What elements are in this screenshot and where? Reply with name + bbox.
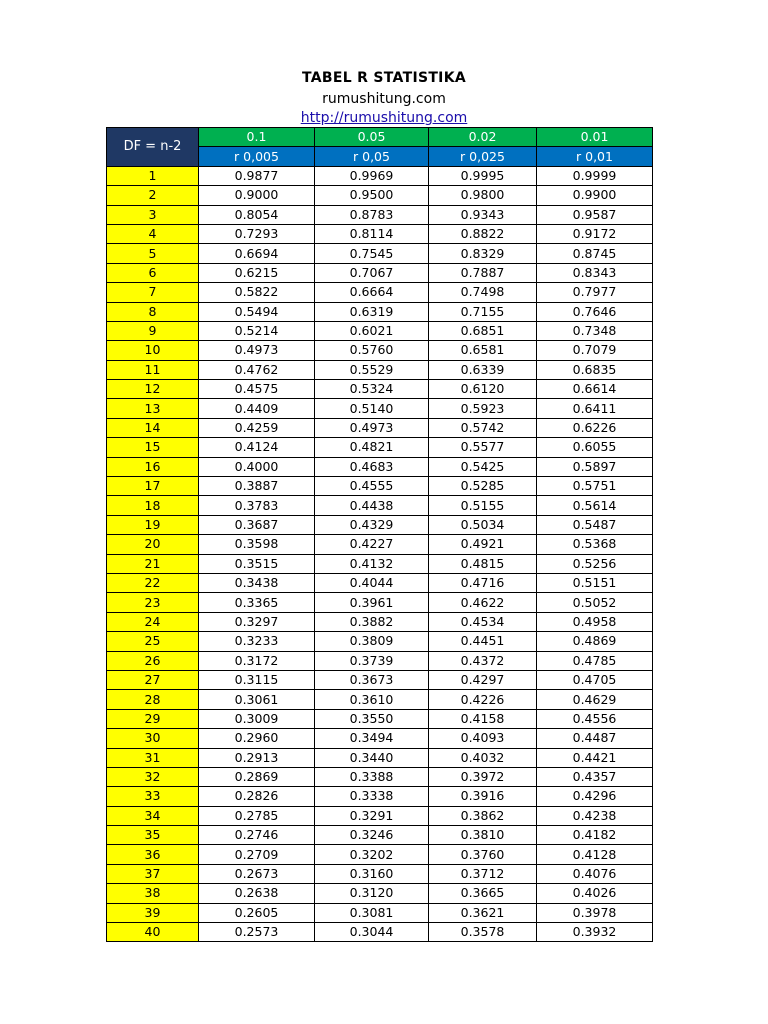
table-row [107,399,653,418]
r-header: r 0,025 [429,147,537,166]
r-value-cell: 0.6226 [537,418,653,437]
r-value-cell: 0.5577 [429,438,537,457]
r-value-cell: 0.3246 [315,826,429,845]
df-cell: 36 [107,845,199,864]
df-cell: 6 [107,263,199,282]
r-value-cell: 0.4451 [429,632,537,651]
r-value-cell: 0.3916 [429,787,537,806]
table-row [107,729,653,748]
table-row [107,651,653,670]
r-value-cell: 0.5214 [199,321,315,340]
r-value-cell: 0.6851 [429,321,537,340]
table-row [107,554,653,573]
df-cell: 19 [107,515,199,534]
r-value-cell: 0.9969 [315,166,429,185]
r-value-cell: 0.8745 [537,244,653,263]
df-cell: 22 [107,573,199,592]
r-value-cell: 0.4487 [537,729,653,748]
r-value-cell: 0.3810 [429,826,537,845]
table-row [107,244,653,263]
r-value-cell: 0.4044 [315,573,429,592]
r-value-cell: 0.4683 [315,457,429,476]
table-row [107,826,653,845]
r-value-cell: 0.3233 [199,632,315,651]
r-value-cell: 0.3061 [199,690,315,709]
df-cell: 29 [107,709,199,728]
r-value-cell: 0.4785 [537,651,653,670]
r-value-cell: 0.4329 [315,515,429,534]
r-value-cell: 0.2573 [199,923,315,942]
r-value-cell: 0.9877 [199,166,315,185]
r-value-cell: 0.2826 [199,787,315,806]
r-value-cell: 0.5822 [199,283,315,302]
r-value-cell: 0.3665 [429,884,537,903]
r-value-cell: 0.5751 [537,477,653,496]
df-cell: 38 [107,884,199,903]
table-row [107,903,653,922]
df-cell: 39 [107,903,199,922]
table-row [107,360,653,379]
alpha-header: 0.05 [315,128,429,147]
r-value-cell: 0.3044 [315,923,429,942]
r-value-cell: 0.7155 [429,302,537,321]
r-value-cell: 0.5285 [429,477,537,496]
df-cell: 9 [107,321,199,340]
r-value-cell: 0.4973 [199,341,315,360]
r-value-cell: 0.6835 [537,360,653,379]
r-value-cell: 0.8783 [315,205,429,224]
r-value-cell: 0.4534 [429,612,537,631]
r-value-cell: 0.3887 [199,477,315,496]
r-value-cell: 0.6694 [199,244,315,263]
table-row [107,923,653,942]
r-value-cell: 0.2785 [199,806,315,825]
r-value-cell: 0.5742 [429,418,537,437]
r-value-cell: 0.5034 [429,515,537,534]
r-value-cell: 0.3297 [199,612,315,631]
table-row [107,612,653,631]
r-value-cell: 0.6120 [429,380,537,399]
df-cell: 14 [107,418,199,437]
r-value-cell: 0.4869 [537,632,653,651]
table-row [107,186,653,205]
r-value-cell: 0.4238 [537,806,653,825]
df-cell: 37 [107,864,199,883]
df-cell: 8 [107,302,199,321]
r-value-cell: 0.4297 [429,670,537,689]
df-cell: 34 [107,806,199,825]
r-value-cell: 0.6055 [537,438,653,457]
table-row [107,457,653,476]
alpha-header-row [107,128,653,147]
r-value-cell: 0.2673 [199,864,315,883]
table-row [107,515,653,534]
r-value-cell: 0.4629 [537,690,653,709]
table-row [107,709,653,728]
r-value-cell: 0.4182 [537,826,653,845]
r-value-cell: 0.5155 [429,496,537,515]
table-row [107,787,653,806]
r-value-cell: 0.9343 [429,205,537,224]
df-cell: 28 [107,690,199,709]
r-value-cell: 0.3673 [315,670,429,689]
r-value-cell: 0.3972 [429,767,537,786]
r-value-cell: 0.4032 [429,748,537,767]
r-value-cell: 0.4226 [429,690,537,709]
alpha-header: 0.01 [537,128,653,147]
r-value-cell: 0.9000 [199,186,315,205]
table-row [107,438,653,457]
r-value-cell: 0.3621 [429,903,537,922]
r-value-cell: 0.6664 [315,283,429,302]
r-value-cell: 0.2605 [199,903,315,922]
r-value-cell: 0.5324 [315,380,429,399]
r-value-cell: 0.4821 [315,438,429,457]
r-value-cell: 0.7977 [537,283,653,302]
r-value-cell: 0.5760 [315,341,429,360]
table-row [107,496,653,515]
df-cell: 33 [107,787,199,806]
r-value-cell: 0.2913 [199,748,315,767]
r-table-body [107,128,653,942]
r-value-cell: 0.3494 [315,729,429,748]
r-header: r 0,05 [315,147,429,166]
r-value-cell: 0.8329 [429,244,537,263]
df-cell: 17 [107,477,199,496]
r-value-cell: 0.3338 [315,787,429,806]
table-row [107,418,653,437]
df-cell: 31 [107,748,199,767]
table-row [107,845,653,864]
df-cell: 1 [107,166,199,185]
table-row [107,341,653,360]
r-value-cell: 0.3515 [199,554,315,573]
r-value-cell: 0.3172 [199,651,315,670]
r-value-cell: 0.3809 [315,632,429,651]
table-row [107,263,653,282]
r-value-cell: 0.4124 [199,438,315,457]
r-value-cell: 0.3160 [315,864,429,883]
r-value-cell: 0.9172 [537,224,653,243]
r-header: r 0,005 [199,147,315,166]
r-value-cell: 0.4575 [199,380,315,399]
table-row [107,690,653,709]
r-value-cell: 0.9900 [537,186,653,205]
df-cell: 27 [107,670,199,689]
site-link[interactable]: http://rumushitung.com [300,110,468,126]
df-cell: 30 [107,729,199,748]
table-row [107,380,653,399]
r-value-cell: 0.4132 [315,554,429,573]
r-value-cell: 0.6614 [537,380,653,399]
r-value-cell: 0.5487 [537,515,653,534]
r-value-cell: 0.3783 [199,496,315,515]
r-value-cell: 0.6339 [429,360,537,379]
site-name: rumushitung.com [322,91,446,107]
r-value-cell: 0.3388 [315,767,429,786]
table-row [107,864,653,883]
r-value-cell: 0.6411 [537,399,653,418]
table-row [107,748,653,767]
r-value-cell: 0.4128 [537,845,653,864]
df-cell: 40 [107,923,199,942]
r-value-cell: 0.6581 [429,341,537,360]
df-cell: 12 [107,380,199,399]
r-value-cell: 0.4093 [429,729,537,748]
r-value-cell: 0.3739 [315,651,429,670]
df-cell: 11 [107,360,199,379]
df-cell: 4 [107,224,199,243]
r-value-cell: 0.7887 [429,263,537,282]
r-value-cell: 0.2960 [199,729,315,748]
r-value-cell: 0.5256 [537,554,653,573]
df-cell: 20 [107,535,199,554]
r-value-cell: 0.4815 [429,554,537,573]
table-row [107,205,653,224]
df-cell: 18 [107,496,199,515]
r-value-cell: 0.4000 [199,457,315,476]
r-value-cell: 0.4259 [199,418,315,437]
r-value-cell: 0.5494 [199,302,315,321]
r-value-cell: 0.2638 [199,884,315,903]
table-row [107,806,653,825]
r-value-cell: 0.2709 [199,845,315,864]
r-value-cell: 0.4026 [537,884,653,903]
r-value-cell: 0.5614 [537,496,653,515]
r-value-cell: 0.7293 [199,224,315,243]
r-value-cell: 0.9800 [429,186,537,205]
r-value-cell: 0.3862 [429,806,537,825]
table-row [107,884,653,903]
r-header: r 0,01 [537,147,653,166]
r-value-cell: 0.4296 [537,787,653,806]
r-value-cell: 0.4555 [315,477,429,496]
df-cell: 23 [107,593,199,612]
r-value-cell: 0.3882 [315,612,429,631]
r-value-cell: 0.9500 [315,186,429,205]
table-row [107,535,653,554]
r-value-cell: 0.4438 [315,496,429,515]
r-value-cell: 0.7545 [315,244,429,263]
r-value-cell: 0.3760 [429,845,537,864]
r-value-cell: 0.3438 [199,573,315,592]
table-row [107,283,653,302]
df-cell: 7 [107,283,199,302]
df-cell: 24 [107,612,199,631]
r-value-cell: 0.9999 [537,166,653,185]
table-row [107,593,653,612]
table-row [107,224,653,243]
r-value-cell: 0.2746 [199,826,315,845]
df-cell: 26 [107,651,199,670]
r-value-cell: 0.7067 [315,263,429,282]
r-value-cell: 0.5052 [537,593,653,612]
table-row [107,632,653,651]
df-cell: 10 [107,341,199,360]
r-value-cell: 0.3291 [315,806,429,825]
table-row [107,670,653,689]
r-table [106,127,653,942]
r-value-cell: 0.4409 [199,399,315,418]
df-cell: 13 [107,399,199,418]
r-value-cell: 0.9587 [537,205,653,224]
table-row [107,767,653,786]
r-value-cell: 0.3202 [315,845,429,864]
r-value-cell: 0.3081 [315,903,429,922]
r-value-cell: 0.6319 [315,302,429,321]
r-value-cell: 0.3115 [199,670,315,689]
alpha-header: 0.02 [429,128,537,147]
r-value-cell: 0.8114 [315,224,429,243]
df-cell: 21 [107,554,199,573]
r-value-cell: 0.8054 [199,205,315,224]
df-cell: 25 [107,632,199,651]
alpha-header: 0.1 [199,128,315,147]
r-value-cell: 0.4921 [429,535,537,554]
r-value-cell: 0.6215 [199,263,315,282]
df-cell: 3 [107,205,199,224]
r-value-cell: 0.5897 [537,457,653,476]
r-value-cell: 0.4372 [429,651,537,670]
page-title: TABEL R STATISTIKA [302,70,466,86]
r-value-cell: 0.4076 [537,864,653,883]
df-cell: 16 [107,457,199,476]
r-value-cell: 0.3978 [537,903,653,922]
df-cell: 32 [107,767,199,786]
r-value-cell: 0.3610 [315,690,429,709]
r-value-cell: 0.5425 [429,457,537,476]
r-value-cell: 0.4705 [537,670,653,689]
r-value-cell: 0.5140 [315,399,429,418]
r-value-cell: 0.4421 [537,748,653,767]
df-cell: 15 [107,438,199,457]
r-value-cell: 0.5368 [537,535,653,554]
r-value-cell: 0.9995 [429,166,537,185]
r-value-cell: 0.8343 [537,263,653,282]
r-value-cell: 0.4622 [429,593,537,612]
r-value-cell: 0.3932 [537,923,653,942]
table-row [107,302,653,321]
table-row [107,321,653,340]
table-row [107,573,653,592]
r-value-cell: 0.6021 [315,321,429,340]
r-value-cell: 0.4227 [315,535,429,554]
r-value-cell: 0.4973 [315,418,429,437]
r-value-cell: 0.7646 [537,302,653,321]
r-value-cell: 0.7079 [537,341,653,360]
r-value-cell: 0.2869 [199,767,315,786]
r-value-cell: 0.5923 [429,399,537,418]
table-row [107,477,653,496]
r-value-cell: 0.3009 [199,709,315,728]
r-value-cell: 0.3712 [429,864,537,883]
r-value-cell: 0.4158 [429,709,537,728]
r-value-cell: 0.7498 [429,283,537,302]
table-row [107,166,653,185]
df-cell: 2 [107,186,199,205]
r-value-cell: 0.3578 [429,923,537,942]
df-header: DF = n-2 [107,128,199,167]
r-value-cell: 0.3365 [199,593,315,612]
r-value-cell: 0.4716 [429,573,537,592]
r-value-cell: 0.4357 [537,767,653,786]
r-value-cell: 0.7348 [537,321,653,340]
r-value-cell: 0.3687 [199,515,315,534]
r-value-cell: 0.4958 [537,612,653,631]
df-cell: 5 [107,244,199,263]
r-value-cell: 0.5529 [315,360,429,379]
r-value-cell: 0.3598 [199,535,315,554]
r-value-cell: 0.3961 [315,593,429,612]
r-value-cell: 0.3440 [315,748,429,767]
r-value-cell: 0.8822 [429,224,537,243]
r-value-cell: 0.5151 [537,573,653,592]
r-value-cell: 0.4762 [199,360,315,379]
r-value-cell: 0.3120 [315,884,429,903]
df-cell: 35 [107,826,199,845]
r-value-cell: 0.3550 [315,709,429,728]
r-value-cell: 0.4556 [537,709,653,728]
